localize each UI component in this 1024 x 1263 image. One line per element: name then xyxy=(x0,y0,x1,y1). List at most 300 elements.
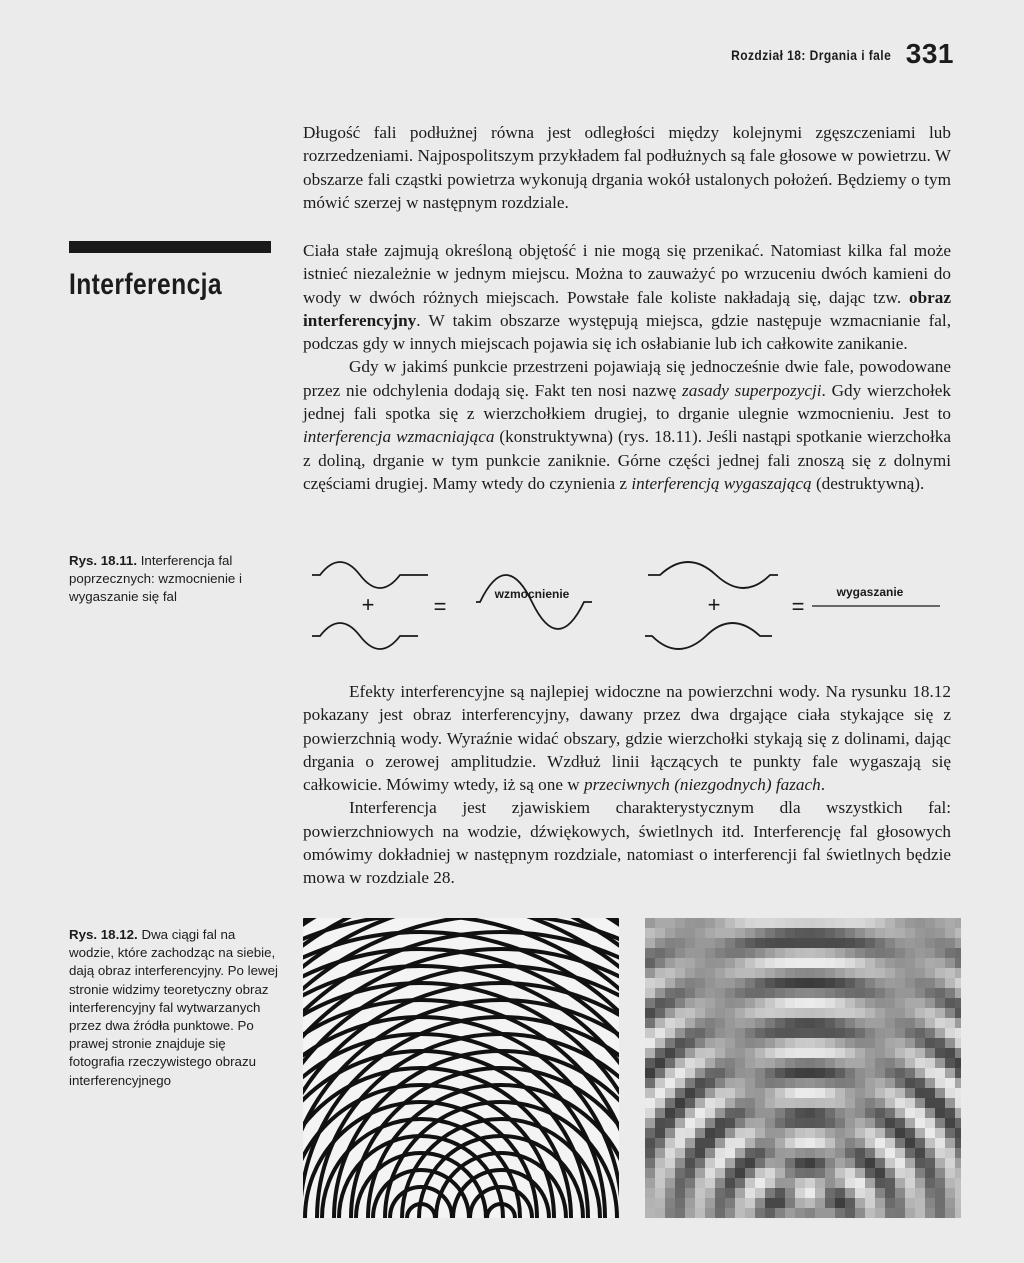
paragraph-2 xyxy=(303,355,951,495)
ripple-cell xyxy=(645,1048,655,1058)
ripple-cell xyxy=(785,938,795,948)
ripple-cell xyxy=(765,948,775,958)
ripple-cell xyxy=(645,1078,655,1088)
ripple-cell xyxy=(895,1058,905,1068)
ripple-cell xyxy=(655,1038,665,1048)
ripple-cell xyxy=(905,1188,915,1198)
ripple-cell xyxy=(835,988,845,998)
ripple-cell xyxy=(685,1168,695,1178)
ripple-cell xyxy=(905,1098,915,1108)
ripple-cell xyxy=(945,1118,955,1128)
ripple-cell xyxy=(865,1068,875,1078)
ripple-cell xyxy=(865,1178,875,1188)
caption-text: Interferencja fal poprzecznych: wzmocnienie i wygaszanie się fal xyxy=(69,553,242,605)
ripple-cell xyxy=(855,958,865,968)
ripple-cell xyxy=(735,998,745,1008)
ripple-cell xyxy=(655,1108,665,1118)
ripple-cell xyxy=(735,938,745,948)
ripple-cell xyxy=(695,1188,705,1198)
ripple-cell xyxy=(825,1108,835,1118)
ripple-cell xyxy=(715,948,725,958)
ripple-cell xyxy=(845,1078,855,1088)
ripple-cell xyxy=(875,958,885,968)
ripple-cell xyxy=(785,968,795,978)
ripple-cell xyxy=(705,1178,715,1188)
ripple-cell xyxy=(685,1068,695,1078)
ripple-cell xyxy=(645,948,655,958)
ripple-cell xyxy=(935,1208,945,1218)
ripple-cell xyxy=(655,968,665,978)
ripple-cell xyxy=(685,958,695,968)
ripple-cell xyxy=(935,998,945,1008)
ripple-cell xyxy=(925,1098,935,1108)
ripple-cell xyxy=(815,1048,825,1058)
ripple-cell xyxy=(815,988,825,998)
ripple-cell xyxy=(865,968,875,978)
ripple-cell xyxy=(835,1138,845,1148)
ripple-cell xyxy=(695,1138,705,1148)
ripple-cell xyxy=(925,958,935,968)
ripple-cell xyxy=(655,978,665,988)
ripple-cell xyxy=(645,1058,655,1068)
paragraph-2-text-d: (destruktywną). xyxy=(811,473,925,493)
section-rule xyxy=(69,241,271,253)
ripple-cell xyxy=(835,968,845,978)
ripple-cell xyxy=(745,1148,755,1158)
ripple-cell xyxy=(715,998,725,1008)
ripple-cell xyxy=(935,1038,945,1048)
ripple-cell xyxy=(915,1008,925,1018)
ripple-cell xyxy=(655,1118,665,1128)
ripple-cell xyxy=(705,1048,715,1058)
ripple-cell xyxy=(835,1078,845,1088)
ripple-cell xyxy=(905,1208,915,1218)
ripple-cell xyxy=(885,1168,895,1178)
ripple-cell xyxy=(815,1148,825,1158)
ripple-cell xyxy=(895,1208,905,1218)
ripple-cell xyxy=(915,958,925,968)
caption-text: Dwa ciągi fal na wodzie, które zachodząc na siebie, dają obraz interferencyjny. Po lewej stronie widzimy teoretyczny obraz interferencyjny fal wytwarzanych przez dwa źródła punktowe. Po prawej stronie znajduje się fotografia rzeczywistego obrazu interferencyjnego xyxy=(69,927,278,1088)
ripple-cell xyxy=(885,968,895,978)
ripple-cell xyxy=(765,1198,775,1208)
ripple-cell xyxy=(935,968,945,978)
ripple-cell xyxy=(885,928,895,938)
ripple-cell xyxy=(805,1198,815,1208)
ripple-cell xyxy=(755,1148,765,1158)
intro-text: Długość fali podłużnej równa jest odległości między kolejnymi zgęszczeniami lub rozrzedzeniami. Najpospolitszym przykładem fal podłużnych są fale głosowe w powietrzu. W obszarze fali cząstki powietrza wykonują drgania wokół ustalonych położeń. Będziemy o tym mówić szerzej w następnym rozdziale. xyxy=(303,123,951,212)
ripple-cell xyxy=(735,1008,745,1018)
caption-label: Rys. 18.12. xyxy=(69,927,138,942)
ripple-cell xyxy=(705,938,715,948)
ripple-cell xyxy=(845,1058,855,1068)
ripple-cell xyxy=(665,1118,675,1128)
ripple-cell xyxy=(655,1128,665,1138)
ripple-cell xyxy=(805,1118,815,1128)
ripple-cell xyxy=(785,978,795,988)
ripple-cell xyxy=(955,1078,961,1088)
ripple-cell xyxy=(675,1178,685,1188)
paragraph-2-text-a: Gdy w jakimś punkcie przestrzeni pojawiają się jednocześnie dwie fale, powodowane przez nie odchylenia dodają się. Fakt ten nosi nazwę xyxy=(303,357,951,400)
ripple-cell xyxy=(795,1188,805,1198)
ripple-cell xyxy=(695,1038,705,1048)
ripple-cell xyxy=(955,1058,961,1068)
ripple-cell xyxy=(775,1148,785,1158)
ripple-cell xyxy=(855,988,865,998)
ripple-cell xyxy=(725,1128,735,1138)
ripple-cell xyxy=(865,1058,875,1068)
ripple-cell xyxy=(905,1018,915,1028)
ripple-cell xyxy=(875,1068,885,1078)
ripple-cell xyxy=(645,1128,655,1138)
ripple-cell xyxy=(905,1158,915,1168)
ripple-cell xyxy=(835,1018,845,1028)
ripple-cell xyxy=(755,1208,765,1218)
ripple-cell xyxy=(825,1088,835,1098)
ripple-cell xyxy=(765,978,775,988)
ripple-cell xyxy=(685,988,695,998)
ripple-cell xyxy=(765,1008,775,1018)
ripple-cell xyxy=(835,1198,845,1208)
ripple-cell xyxy=(955,1158,961,1168)
ripple-cell xyxy=(715,1178,725,1188)
ripple-cell xyxy=(835,938,845,948)
ripple-cell xyxy=(875,948,885,958)
ripple-cell xyxy=(705,1198,715,1208)
ripple-cell xyxy=(895,968,905,978)
ripple-cell xyxy=(905,928,915,938)
ripple-cell xyxy=(925,1028,935,1038)
ripple-cell xyxy=(915,1068,925,1078)
ripple-cell xyxy=(725,1178,735,1188)
ripple-cell xyxy=(955,1068,961,1078)
ripple-cell xyxy=(925,1178,935,1188)
ripple-cell xyxy=(865,1018,875,1028)
ripple-cell xyxy=(715,918,725,928)
ripple-cell xyxy=(865,988,875,998)
ripple-cell xyxy=(695,1198,705,1208)
ripple-cell xyxy=(705,1038,715,1048)
ripple-cell xyxy=(935,1068,945,1078)
ripple-cell xyxy=(675,1048,685,1058)
ripple-cell xyxy=(735,1128,745,1138)
ripple-cell xyxy=(845,1128,855,1138)
ripple-cell xyxy=(885,1108,895,1118)
ripple-cell xyxy=(655,1148,665,1158)
ripple-cell xyxy=(655,1008,665,1018)
ripple-cell xyxy=(705,1138,715,1148)
ripple-cell xyxy=(805,988,815,998)
ripple-cell xyxy=(735,1078,745,1088)
ripple-cell xyxy=(855,1078,865,1088)
ripple-cell xyxy=(685,1048,695,1058)
ripple-cell xyxy=(755,1188,765,1198)
ripple-cell xyxy=(865,1128,875,1138)
ripple-cell xyxy=(795,1138,805,1148)
ripple-cell xyxy=(785,1178,795,1188)
ripple-cell xyxy=(775,1128,785,1138)
ripple-cell xyxy=(785,1008,795,1018)
ripple-cell xyxy=(675,1038,685,1048)
ripple-cell xyxy=(715,1008,725,1018)
ripple-cell xyxy=(925,1128,935,1138)
ripple-cell xyxy=(795,1098,805,1108)
ripple-cell xyxy=(775,1008,785,1018)
ripple-cell xyxy=(755,1098,765,1108)
ripple-cell xyxy=(895,1028,905,1038)
ripple-cell xyxy=(645,1028,655,1038)
ripple-cell xyxy=(745,928,755,938)
ripple-cell xyxy=(905,1078,915,1088)
ripple-cell xyxy=(895,1048,905,1058)
ripple-cell xyxy=(925,1118,935,1128)
ripple-cell xyxy=(915,1088,925,1098)
ripple-cell xyxy=(865,1028,875,1038)
ripple-cell xyxy=(935,1158,945,1168)
ripple-cell xyxy=(855,978,865,988)
ripple-cell xyxy=(735,1038,745,1048)
ripple-cell xyxy=(765,1138,775,1148)
ripple-cell xyxy=(645,928,655,938)
ripple-cell xyxy=(765,1178,775,1188)
ripple-cell xyxy=(935,1138,945,1148)
ripple-cell xyxy=(925,1078,935,1088)
ripple-cell xyxy=(725,1118,735,1128)
ripple-cell xyxy=(725,1148,735,1158)
ripple-cell xyxy=(765,1088,775,1098)
ripple-cell xyxy=(905,1168,915,1178)
ripple-cell xyxy=(905,1008,915,1018)
ripple-cell xyxy=(665,1178,675,1188)
ripple-cell xyxy=(735,1158,745,1168)
ripple-cell xyxy=(835,1038,845,1048)
ripple-cell xyxy=(825,1058,835,1068)
ripple-cell xyxy=(685,1028,695,1038)
ripple-cell xyxy=(655,958,665,968)
ripple-cell xyxy=(705,1098,715,1108)
ripple-cell xyxy=(935,1008,945,1018)
ripple-cell xyxy=(935,958,945,968)
ripple-cell xyxy=(705,1158,715,1168)
ripple-cell xyxy=(945,1078,955,1088)
ripple-cell xyxy=(945,1098,955,1108)
ripple-cell xyxy=(915,1058,925,1068)
ripple-cell xyxy=(825,998,835,1008)
ripple-cell xyxy=(725,1058,735,1068)
ripple-cell xyxy=(715,1038,725,1048)
wave-top-right xyxy=(648,562,778,588)
ripple-cell xyxy=(875,1118,885,1128)
ripple-cell xyxy=(845,1098,855,1108)
ripple-cell xyxy=(915,938,925,948)
ripple-cell xyxy=(695,948,705,958)
ripple-cell xyxy=(725,1138,735,1148)
ripple-cell xyxy=(755,948,765,958)
ripple-cell xyxy=(755,1138,765,1148)
ripple-cell xyxy=(725,978,735,988)
ripple-cell xyxy=(925,1138,935,1148)
ripple-cell xyxy=(745,1118,755,1128)
ripple-cell xyxy=(745,1088,755,1098)
ripple-cell xyxy=(915,1158,925,1168)
ripple-cell xyxy=(845,1088,855,1098)
ripple-cell xyxy=(645,968,655,978)
ripple-cell xyxy=(695,1108,705,1118)
ripple-cell xyxy=(805,1078,815,1088)
ripple-cell xyxy=(665,1068,675,1078)
ripple-cell xyxy=(865,1088,875,1098)
ripple-cell xyxy=(765,1148,775,1158)
ripple-cell xyxy=(865,998,875,1008)
ripple-cell xyxy=(815,1198,825,1208)
ripple-cell xyxy=(765,1078,775,1088)
ripple-cell xyxy=(905,1118,915,1128)
ripple-cell xyxy=(875,1088,885,1098)
ripple-cell xyxy=(955,978,961,988)
ripple-cell xyxy=(785,1018,795,1028)
ripple-cell xyxy=(675,918,685,928)
ripple-cell xyxy=(655,918,665,928)
ripple-cell xyxy=(845,1148,855,1158)
ripple-cell xyxy=(665,958,675,968)
ripple-cell xyxy=(925,928,935,938)
ripple-cell xyxy=(905,998,915,1008)
ripple-cell xyxy=(775,1028,785,1038)
ripple-cell xyxy=(755,938,765,948)
ripple-cell xyxy=(745,968,755,978)
ripple-cell xyxy=(925,1148,935,1158)
ripple-cell xyxy=(775,1178,785,1188)
ripple-cell xyxy=(685,1208,695,1218)
ripple-cell xyxy=(745,1158,755,1168)
ripple-cell xyxy=(755,1118,765,1128)
ripple-cell xyxy=(855,1048,865,1058)
ripple-cell xyxy=(815,1008,825,1018)
ripple-cell xyxy=(645,1038,655,1048)
ripple-cell xyxy=(955,1208,961,1218)
ripple-cell xyxy=(655,1028,665,1038)
ripple-cell xyxy=(785,958,795,968)
ripple-cell xyxy=(675,1008,685,1018)
ripple-cell xyxy=(925,978,935,988)
ripple-cell xyxy=(685,998,695,1008)
ripple-cell xyxy=(665,928,675,938)
ripple-cell xyxy=(795,958,805,968)
ripple-cell xyxy=(815,1098,825,1108)
section-title: Interferencja xyxy=(69,268,222,301)
ripple-cell xyxy=(895,1158,905,1168)
ripple-cell xyxy=(855,1198,865,1208)
ripple-cell xyxy=(955,1048,961,1058)
ripple-cell xyxy=(775,938,785,948)
ripple-cell xyxy=(865,1168,875,1178)
ripple-cell xyxy=(835,1108,845,1118)
ripple-cell xyxy=(675,958,685,968)
ripple-cell xyxy=(935,1128,945,1138)
ripple-cell xyxy=(845,918,855,928)
ripple-cell xyxy=(695,1018,705,1028)
ripple-cell xyxy=(845,1138,855,1148)
ripple-cell xyxy=(795,1118,805,1128)
ripple-cell xyxy=(895,988,905,998)
ripple-cell xyxy=(915,918,925,928)
ripple-cell xyxy=(795,988,805,998)
ripple-cell xyxy=(705,1088,715,1098)
ripple-cell xyxy=(885,1028,895,1038)
ripple-cell xyxy=(825,1188,835,1198)
ripple-cell xyxy=(955,938,961,948)
ripple-cell xyxy=(715,1068,725,1078)
ripple-cell xyxy=(925,968,935,978)
ripple-cell xyxy=(885,938,895,948)
ripple-cell xyxy=(745,1068,755,1078)
ripple-cell xyxy=(815,918,825,928)
ripple-cell xyxy=(945,968,955,978)
ripple-cell xyxy=(665,1188,675,1198)
ripple-cell xyxy=(815,1028,825,1038)
ripple-cell xyxy=(895,1178,905,1188)
ripple-cell xyxy=(835,1008,845,1018)
ripple-cell xyxy=(835,1158,845,1168)
ripple-cell xyxy=(925,1038,935,1048)
ripple-cell xyxy=(675,1118,685,1128)
ripple-cell xyxy=(715,1198,725,1208)
ripple-cell xyxy=(805,1178,815,1188)
ripple-cell xyxy=(735,1058,745,1068)
ripple-cell xyxy=(875,1108,885,1118)
ripple-cell xyxy=(945,1108,955,1118)
ripple-cell xyxy=(875,1168,885,1178)
ripple-cell xyxy=(755,1038,765,1048)
ripple-cell xyxy=(765,1028,775,1038)
ripple-cell xyxy=(715,1088,725,1098)
ripple-cell xyxy=(865,948,875,958)
ripple-cell xyxy=(815,958,825,968)
ripple-cell xyxy=(905,1028,915,1038)
ripple-cell xyxy=(905,1138,915,1148)
ripple-cell xyxy=(725,1068,735,1078)
theoretical-interference-image xyxy=(303,918,619,1218)
wave-bottom-left xyxy=(312,623,418,649)
ripple-cell xyxy=(815,1108,825,1118)
ripple-cell xyxy=(655,938,665,948)
paragraph-3-text-b: . xyxy=(820,775,826,795)
ripple-cell xyxy=(855,1108,865,1118)
ripple-cell xyxy=(825,1158,835,1168)
ripple-cell xyxy=(895,928,905,938)
ripple-cell xyxy=(865,1078,875,1088)
ripple-cell xyxy=(725,1158,735,1168)
ripple-cell xyxy=(745,1018,755,1028)
ripple-cell xyxy=(655,1058,665,1068)
ripple-cell xyxy=(795,998,805,1008)
caption-figure-18-12 xyxy=(69,926,284,1090)
ripple-cell xyxy=(685,1008,695,1018)
ripple-cell xyxy=(645,1178,655,1188)
ripple-cell xyxy=(895,1188,905,1198)
ripple-cell xyxy=(725,1098,735,1108)
ripple-cell xyxy=(765,998,775,1008)
ripple-cell xyxy=(855,1058,865,1068)
ripple-cell xyxy=(795,918,805,928)
ripple-cell xyxy=(875,1058,885,1068)
ripple-cell xyxy=(885,1208,895,1218)
ripple-cell xyxy=(905,978,915,988)
ripple-cell xyxy=(945,1148,955,1158)
ripple-cell xyxy=(735,1108,745,1118)
ripple-cell xyxy=(775,1198,785,1208)
ripple-cell xyxy=(685,1148,695,1158)
ripple-cell xyxy=(735,948,745,958)
